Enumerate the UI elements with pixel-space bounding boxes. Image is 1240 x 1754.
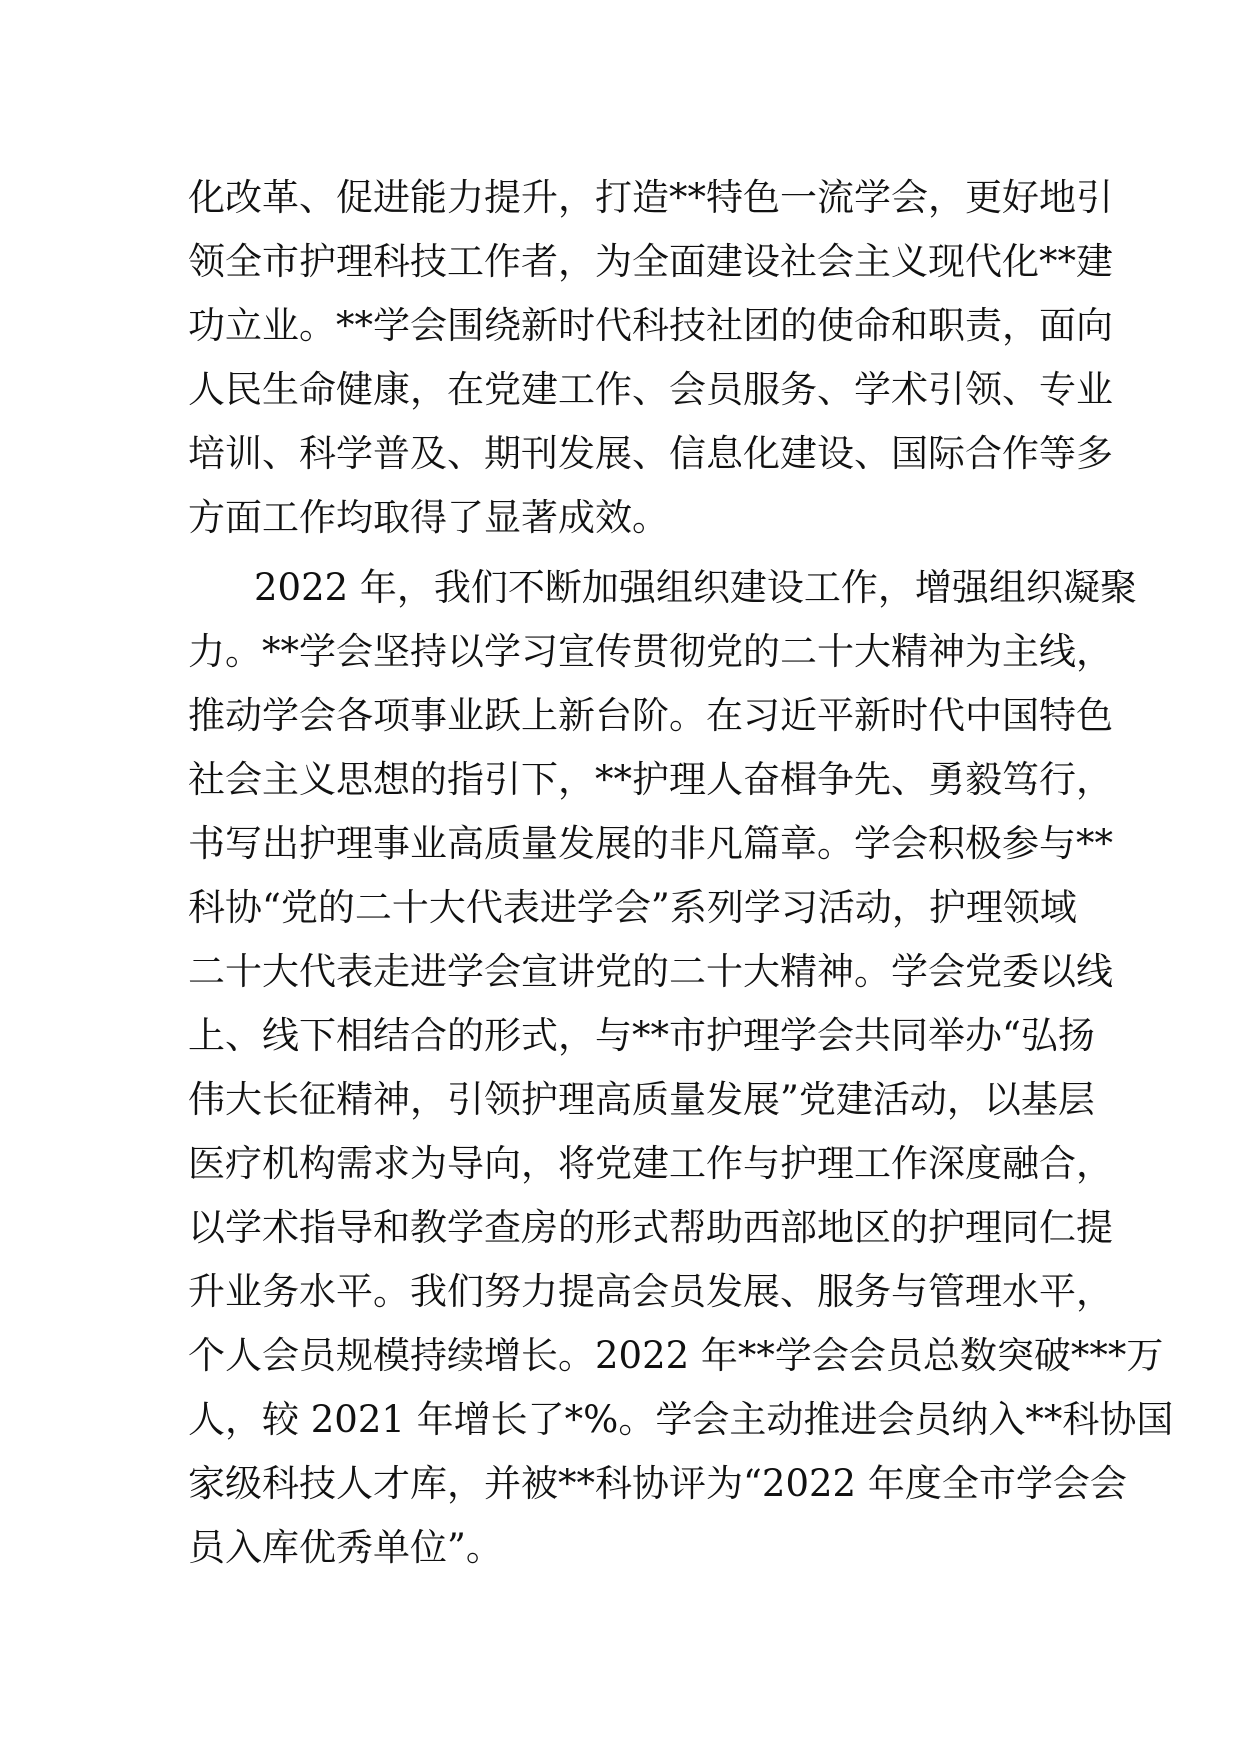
paragraph-line: 升业务水平。我们努力提高会员发展、服务与管理水平， xyxy=(188,1270,1113,1313)
paragraph-line: 人民生命健康，在党建工作、会员服务、学术引领、专业 xyxy=(188,368,1113,411)
paragraph-line: 力。**学会坚持以学习宣传贯彻党的二十大精神为主线， xyxy=(188,630,1113,673)
paragraph-line: 二十大代表走进学会宣讲党的二十大精神。学会党委以线 xyxy=(188,950,1113,993)
paragraph-line: 领全市护理科技工作者，为全面建设社会主义现代化**建 xyxy=(188,240,1113,283)
paragraph-line: 化改革、促进能力提升，打造**特色一流学会，更好地引 xyxy=(188,176,1113,219)
paragraph-1 xyxy=(188,166,1113,550)
paragraph-line: 员入库优秀单位”。 xyxy=(188,1526,503,1569)
paragraph-line: 以学术指导和教学查房的形式帮助西部地区的护理同仁提 xyxy=(188,1206,1113,1249)
paragraph-line: 书写出护理事业高质量发展的非凡篇章。学会积极参与** xyxy=(188,822,1113,865)
paragraph-line: 上、线下相结合的形式，与**市护理学会共同举办“弘扬 xyxy=(188,1014,1095,1057)
paragraph-line: 医疗机构需求为导向，将党建工作与护理工作深度融合， xyxy=(188,1142,1113,1185)
paragraph-2 xyxy=(188,556,1174,1580)
paragraph-line: 社会主义思想的指引下，**护理人奋楫争先、勇毅笃行， xyxy=(188,758,1113,801)
paragraph-line: 方面工作均取得了显著成效。 xyxy=(188,496,669,539)
paragraph-line: 培训、科学普及、期刊发展、信息化建设、国际合作等多 xyxy=(188,432,1113,475)
paragraph-line: 推动学会各项事业跃上新台阶。在习近平新时代中国特色 xyxy=(188,694,1113,737)
paragraph-line: 2022 年，我们不断加强组织建设工作，增强组织凝聚 xyxy=(254,566,1137,609)
paragraph-line: 家级科技人才库，并被**科协评为“2022 年度全市学会会 xyxy=(188,1462,1127,1505)
paragraph-line: 科协“党的二十大代表进学会”系列学习活动，护理领域 xyxy=(188,886,1077,929)
paragraph-line: 人，较 2021 年增长了*%。学会主动推进会员纳入**科协国 xyxy=(188,1398,1174,1441)
paragraph-line: 个人会员规模持续增长。2022 年**学会会员总数突破***万 xyxy=(188,1334,1164,1377)
paragraph-line: 功立业。**学会围绕新时代科技社团的使命和职责，面向 xyxy=(188,304,1113,347)
paragraph-line: 伟大长征精神，引领护理高质量发展”党建活动，以基层 xyxy=(188,1078,1095,1121)
